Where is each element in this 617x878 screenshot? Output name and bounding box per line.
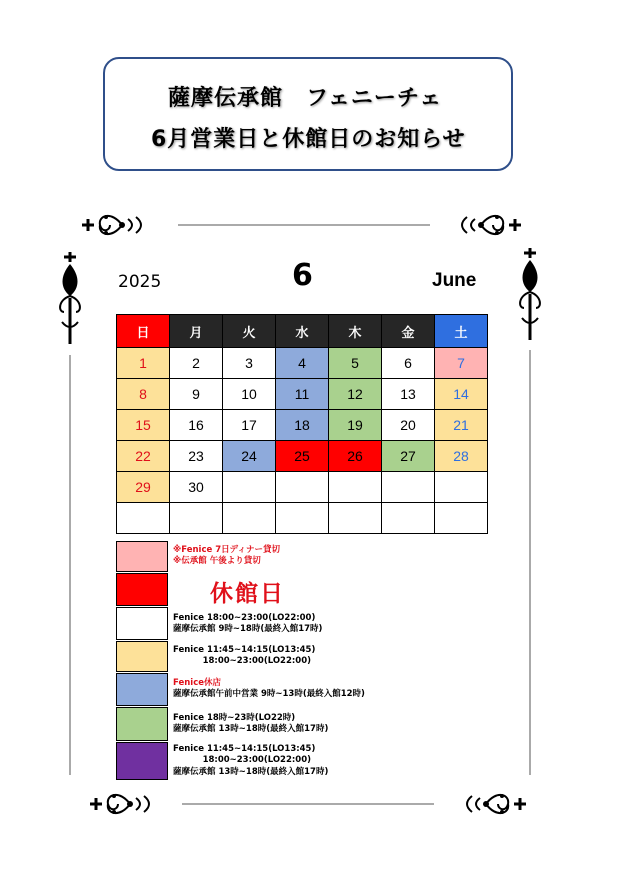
calendar-day-19: 19 bbox=[329, 410, 382, 441]
calendar-empty-cell bbox=[117, 503, 170, 534]
legend-closed-label: 休館日 bbox=[210, 581, 285, 607]
calendar-empty-cell bbox=[223, 503, 276, 534]
calendar-day-3: 3 bbox=[223, 348, 276, 379]
calendar-week-row bbox=[117, 472, 488, 503]
legend-yellow-line2: 18:00~23:00(LO22:00) bbox=[173, 656, 311, 666]
divider-bottom bbox=[182, 803, 434, 805]
calendar-empty-cell bbox=[329, 503, 382, 534]
weekday-header: 土 bbox=[435, 315, 488, 348]
legend-swatch-pink bbox=[116, 541, 168, 572]
border-left bbox=[69, 355, 71, 775]
calendar-day-20: 20 bbox=[382, 410, 435, 441]
calendar-day-22: 22 bbox=[117, 441, 170, 472]
calendar-day-11: 11 bbox=[276, 379, 329, 410]
legend-white-line1: Fenice 18:00~23:00(LO22:00) bbox=[173, 613, 316, 623]
weekday-header: 水 bbox=[276, 315, 329, 348]
calendar-empty-cell bbox=[435, 472, 488, 503]
calendar-empty-cell bbox=[223, 472, 276, 503]
legend-yellow-line1: Fenice 11:45~14:15(LO13:45) bbox=[173, 645, 316, 655]
ornament-top-left-icon bbox=[76, 207, 168, 243]
legend-swatch-red bbox=[116, 573, 168, 606]
ornament-right-icon bbox=[512, 244, 548, 344]
legend-blue-line2: 薩摩伝承館午前中営業 9時~13時(最終入館12時) bbox=[173, 689, 365, 699]
legend-swatch-white bbox=[116, 607, 168, 640]
legend-swatch-purple bbox=[116, 742, 168, 780]
legend-purple-line2: 18:00~23:00(LO22:00) bbox=[173, 755, 311, 765]
calendar-day-8: 8 bbox=[117, 379, 170, 410]
legend-pink-line1: ※Fenice 7日ディナー貸切 bbox=[173, 545, 280, 555]
legend-purple-line3: 薩摩伝承館 13時~18時(最終入館17時) bbox=[173, 767, 329, 777]
legend-swatch-yellow bbox=[116, 641, 168, 672]
legend-green-line2: 薩摩伝承館 13時~18時(最終入館17時) bbox=[173, 724, 329, 734]
ornament-bottom-right-icon bbox=[440, 786, 532, 822]
calendar-day-25: 25 bbox=[276, 441, 329, 472]
calendar-empty-cell bbox=[435, 503, 488, 534]
calendar-empty-cell bbox=[276, 472, 329, 503]
border-right bbox=[529, 350, 531, 775]
weekday-header: 木 bbox=[329, 315, 382, 348]
calendar-empty-cell bbox=[170, 503, 223, 534]
calendar-month-english: June bbox=[432, 270, 477, 291]
calendar-month: 6 bbox=[292, 258, 313, 293]
legend-white-line2: 薩摩伝承館 9時~18時(最終入館17時) bbox=[173, 624, 323, 634]
calendar-day-17: 17 bbox=[223, 410, 276, 441]
calendar-day-27: 27 bbox=[382, 441, 435, 472]
calendar-day-4: 4 bbox=[276, 348, 329, 379]
ornament-bottom-left-icon bbox=[84, 786, 176, 822]
legend-blue-line1: Fenice休店 bbox=[173, 678, 221, 688]
calendar-day-7: 7 bbox=[435, 348, 488, 379]
calendar-day-1: 1 bbox=[117, 348, 170, 379]
calendar-day-23: 23 bbox=[170, 441, 223, 472]
calendar-day-30: 30 bbox=[170, 472, 223, 503]
calendar-table bbox=[116, 314, 488, 534]
calendar-day-18: 18 bbox=[276, 410, 329, 441]
calendar-day-28: 28 bbox=[435, 441, 488, 472]
calendar-year: 2025 bbox=[118, 272, 162, 292]
legend-swatch-blue bbox=[116, 673, 168, 706]
calendar-day-26: 26 bbox=[329, 441, 382, 472]
calendar-empty-cell bbox=[329, 472, 382, 503]
calendar-empty-cell bbox=[276, 503, 329, 534]
calendar-week-row bbox=[117, 348, 488, 379]
calendar-day-5: 5 bbox=[329, 348, 382, 379]
weekday-header: 月 bbox=[170, 315, 223, 348]
weekday-header: 火 bbox=[223, 315, 276, 348]
calendar-week-row bbox=[117, 410, 488, 441]
weekday-header-row bbox=[117, 315, 488, 348]
legend-purple-line1: Fenice 11:45~14:15(LO13:45) bbox=[173, 744, 316, 754]
calendar-week-row bbox=[117, 441, 488, 472]
calendar-day-10: 10 bbox=[223, 379, 276, 410]
calendar-week-row bbox=[117, 379, 488, 410]
calendar-empty-cell bbox=[382, 503, 435, 534]
calendar-day-29: 29 bbox=[117, 472, 170, 503]
ornament-left-icon bbox=[52, 248, 88, 348]
calendar-day-12: 12 bbox=[329, 379, 382, 410]
title-line-2: 6月営業日と休館日のお知らせ bbox=[151, 127, 466, 152]
calendar-day-24: 24 bbox=[223, 441, 276, 472]
legend-green-line1: Fenice 18時~23時(LO22時) bbox=[173, 713, 296, 723]
weekday-header: 日 bbox=[117, 315, 170, 348]
calendar-week-row bbox=[117, 503, 488, 534]
calendar-empty-cell bbox=[382, 472, 435, 503]
divider-top bbox=[178, 224, 430, 226]
weekday-header: 金 bbox=[382, 315, 435, 348]
legend-pink-line2: ※伝承館 午後より貸切 bbox=[173, 556, 261, 566]
calendar-day-9: 9 bbox=[170, 379, 223, 410]
calendar-day-21: 21 bbox=[435, 410, 488, 441]
calendar-day-13: 13 bbox=[382, 379, 435, 410]
calendar-day-2: 2 bbox=[170, 348, 223, 379]
ornament-top-right-icon bbox=[435, 207, 527, 243]
legend-swatch-green bbox=[116, 707, 168, 741]
title-box bbox=[103, 57, 513, 171]
calendar-day-6: 6 bbox=[382, 348, 435, 379]
calendar-day-16: 16 bbox=[170, 410, 223, 441]
title-line-1: 薩摩伝承館 フェニーチェ bbox=[168, 86, 443, 111]
calendar-day-15: 15 bbox=[117, 410, 170, 441]
calendar-day-14: 14 bbox=[435, 379, 488, 410]
